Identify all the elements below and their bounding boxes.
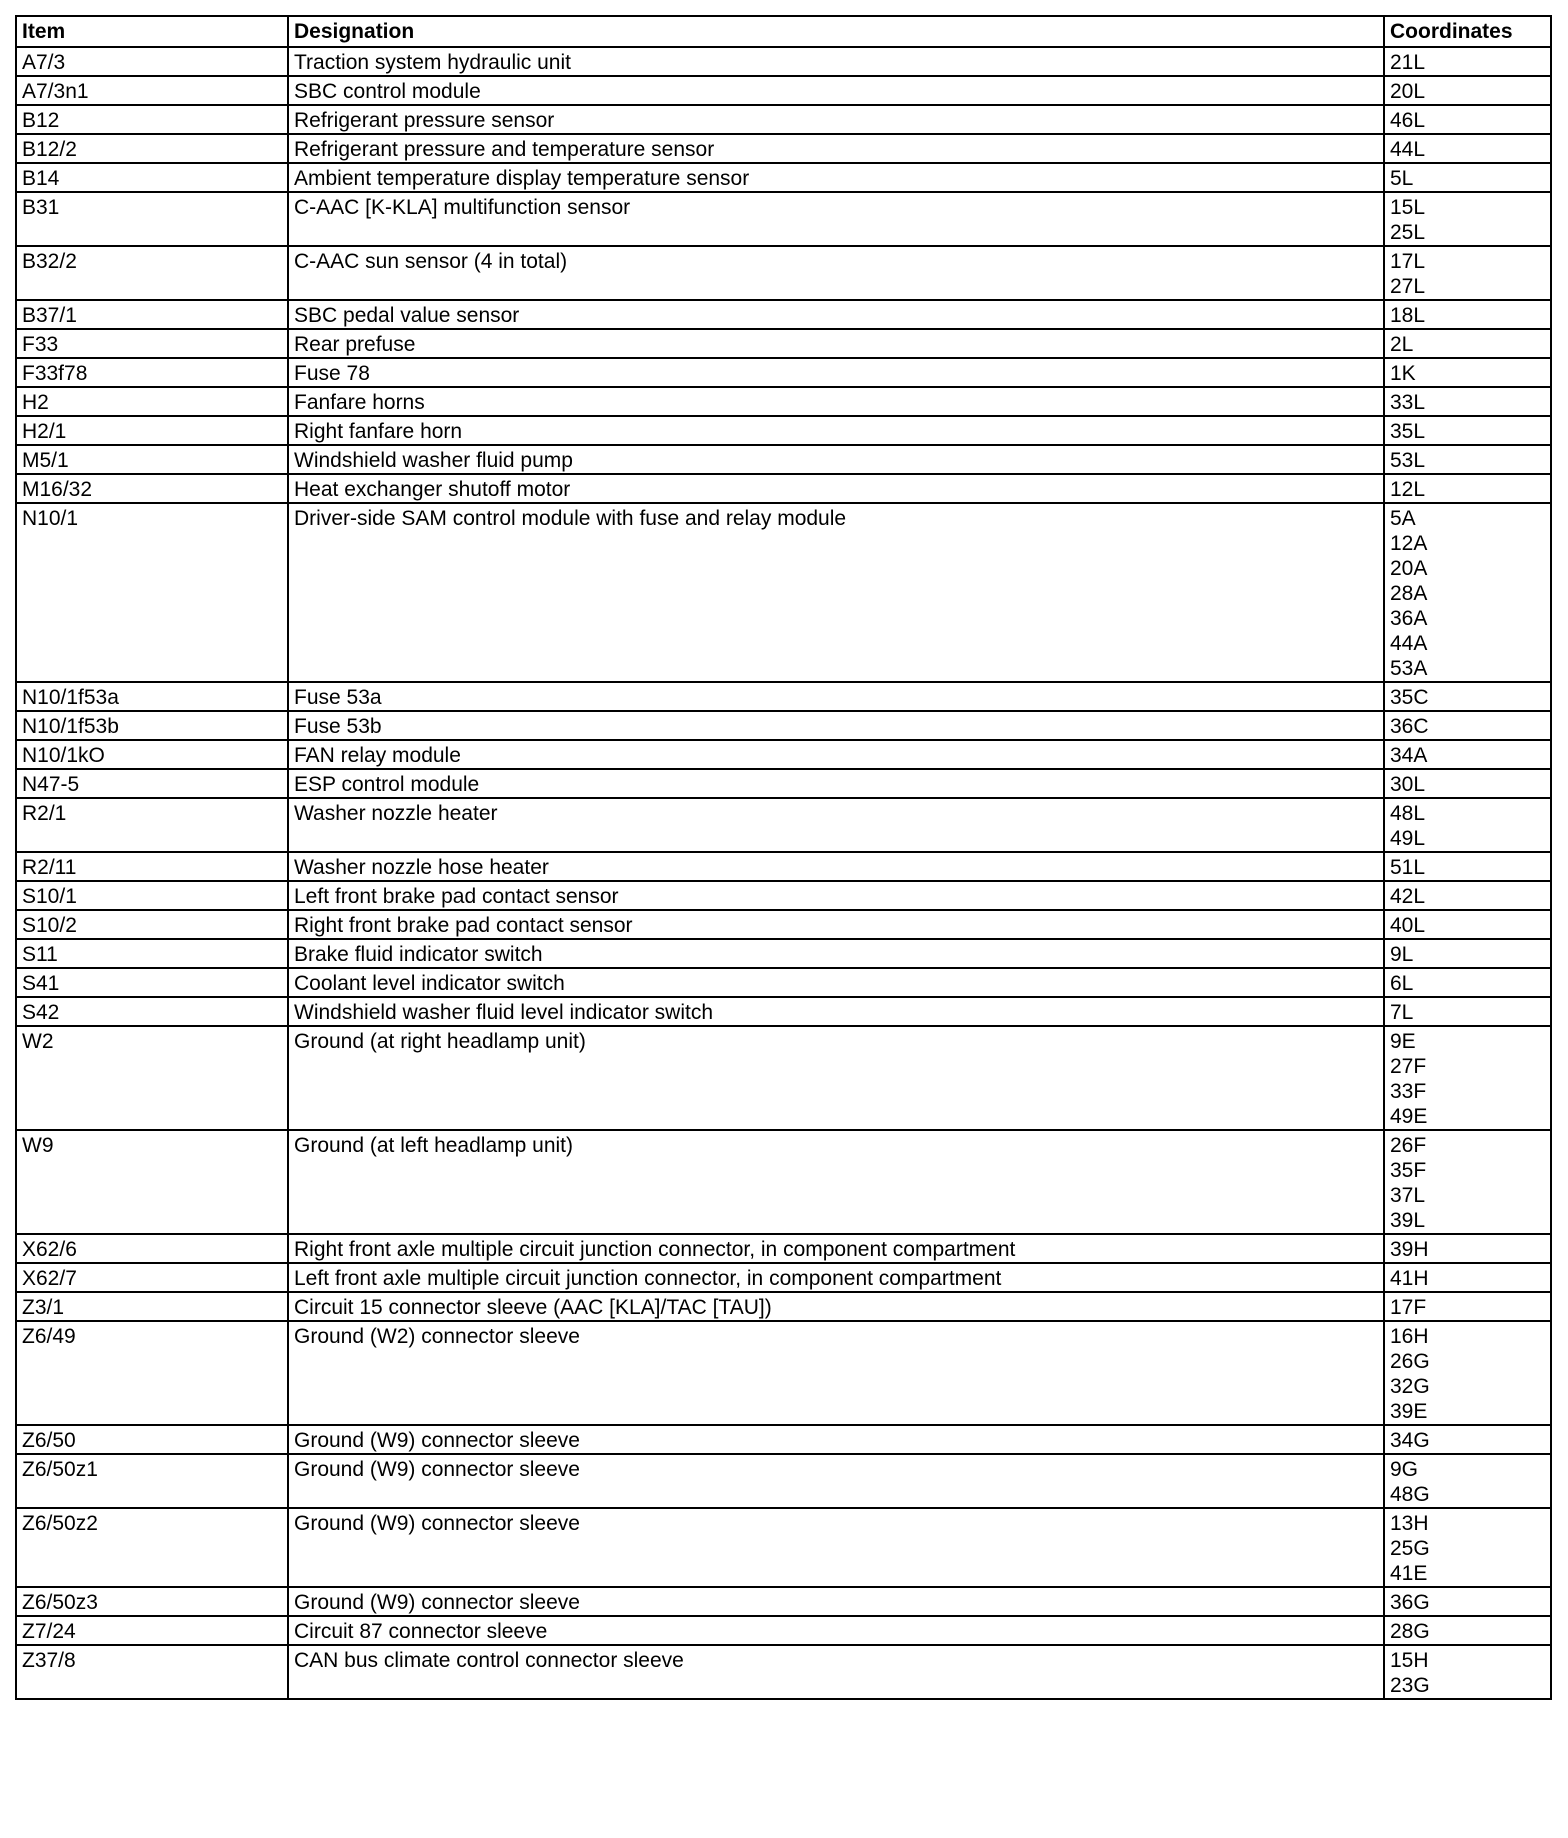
item-cell: N10/1kO [16, 740, 288, 769]
item-cell: F33f78 [16, 358, 288, 387]
column-header-item: Item [16, 16, 288, 47]
coordinate-value: 1K [1390, 362, 1416, 385]
item-cell: S42 [16, 997, 288, 1026]
item-cell: X62/7 [16, 1263, 288, 1292]
designation-cell: Left front axle multiple circuit junction connector, in component compartment [288, 1263, 1384, 1292]
coordinate-value: 25G [1390, 1537, 1430, 1560]
designation-cell: Circuit 15 connector sleeve (AAC [KLA]/TAC [TAU]) [288, 1292, 1384, 1321]
designation-cell: CAN bus climate control connector sleeve [288, 1645, 1384, 1699]
coordinate-value: 44A [1390, 632, 1428, 655]
designation-cell: Fanfare horns [288, 387, 1384, 416]
coordinate-value: 41H [1390, 1267, 1429, 1290]
item-cell: A7/3 [16, 47, 288, 76]
table-row [16, 1026, 1551, 1130]
table-header-row [16, 16, 1551, 47]
designation-cell: Coolant level indicator switch [288, 968, 1384, 997]
table-row [16, 1645, 1551, 1699]
table-row [16, 474, 1551, 503]
coordinates-cell [1384, 387, 1551, 416]
table-row [16, 246, 1551, 300]
table-row [16, 387, 1551, 416]
table-row [16, 1263, 1551, 1292]
column-header-designation: Designation [288, 16, 1384, 47]
coordinates-cell [1384, 711, 1551, 740]
item-cell: S10/1 [16, 881, 288, 910]
coordinate-value: 5L [1390, 167, 1414, 190]
coordinates-cell [1384, 852, 1551, 881]
table-row [16, 1321, 1551, 1425]
item-cell: F33 [16, 329, 288, 358]
coordinates-cell [1384, 769, 1551, 798]
designation-cell: Washer nozzle hose heater [288, 852, 1384, 881]
table-row [16, 47, 1551, 76]
coordinates-cell [1384, 798, 1551, 852]
coordinate-value: 13H [1390, 1512, 1429, 1535]
coordinate-value: 28G [1390, 1620, 1430, 1643]
coordinate-value: 35C [1390, 686, 1429, 709]
coordinates-cell [1384, 1234, 1551, 1263]
designation-cell: ESP control module [288, 769, 1384, 798]
item-cell: S11 [16, 939, 288, 968]
table-row [16, 76, 1551, 105]
coordinates-cell [1384, 246, 1551, 300]
coordinate-value: 36G [1390, 1591, 1430, 1614]
designation-cell: Refrigerant pressure and temperature sensor [288, 134, 1384, 163]
coordinate-value: 32G [1390, 1375, 1430, 1398]
item-cell: Z6/50 [16, 1425, 288, 1454]
table-row [16, 358, 1551, 387]
item-cell: R2/1 [16, 798, 288, 852]
designation-cell: Ground (W9) connector sleeve [288, 1508, 1384, 1587]
designation-cell: Ground (at right headlamp unit) [288, 1026, 1384, 1130]
coordinates-cell [1384, 910, 1551, 939]
table-body [16, 47, 1551, 1699]
coordinates-cell [1384, 76, 1551, 105]
designation-cell: SBC pedal value sensor [288, 300, 1384, 329]
coordinate-value: 25L [1390, 221, 1426, 244]
coordinates-cell [1384, 939, 1551, 968]
item-cell: Z6/50z3 [16, 1587, 288, 1616]
coordinate-value: 9E [1390, 1030, 1416, 1053]
coordinates-cell [1384, 445, 1551, 474]
designation-cell: Windshield washer fluid level indicator switch [288, 997, 1384, 1026]
coordinate-value: 17F [1390, 1296, 1427, 1319]
coordinate-value: 26G [1390, 1350, 1430, 1373]
coordinate-value: 36A [1390, 607, 1428, 630]
coordinate-value: 34A [1390, 744, 1428, 767]
column-header-coordinates: Coordinates [1384, 16, 1551, 47]
item-cell: B37/1 [16, 300, 288, 329]
designation-cell: Circuit 87 connector sleeve [288, 1616, 1384, 1645]
designation-cell: Fuse 53b [288, 711, 1384, 740]
coordinate-value: 9G [1390, 1458, 1419, 1481]
table-row [16, 1616, 1551, 1645]
coordinates-cell [1384, 1587, 1551, 1616]
designation-cell: C-AAC sun sensor (4 in total) [288, 246, 1384, 300]
coordinate-value: 15H [1390, 1649, 1429, 1672]
designation-cell: Ground (W9) connector sleeve [288, 1587, 1384, 1616]
item-cell: M16/32 [16, 474, 288, 503]
coordinate-value: 41E [1390, 1562, 1428, 1585]
table-row [16, 881, 1551, 910]
designation-cell: Fuse 53a [288, 682, 1384, 711]
coordinate-value: 33F [1390, 1080, 1427, 1103]
coordinate-value: 18L [1390, 304, 1426, 327]
designation-cell: Ambient temperature display temperature sensor [288, 163, 1384, 192]
designation-cell: Fuse 78 [288, 358, 1384, 387]
item-cell: S10/2 [16, 910, 288, 939]
coordinate-value: 39E [1390, 1400, 1428, 1423]
coordinate-value: 42L [1390, 885, 1426, 908]
item-cell: M5/1 [16, 445, 288, 474]
designation-cell: Right front brake pad contact sensor [288, 910, 1384, 939]
item-cell: Z7/24 [16, 1616, 288, 1645]
item-cell: Z6/49 [16, 1321, 288, 1425]
table-row [16, 416, 1551, 445]
designation-cell: Traction system hydraulic unit [288, 47, 1384, 76]
coordinates-cell [1384, 682, 1551, 711]
coordinate-value: 35F [1390, 1159, 1427, 1182]
coordinate-value: 49L [1390, 827, 1426, 850]
coordinate-value: 30L [1390, 773, 1426, 796]
table-row [16, 910, 1551, 939]
coordinates-cell [1384, 1026, 1551, 1130]
coordinate-value: 35L [1390, 420, 1426, 443]
coordinate-value: 36C [1390, 715, 1429, 738]
coordinate-value: 2L [1390, 333, 1414, 356]
table-row [16, 939, 1551, 968]
item-cell: Z6/50z1 [16, 1454, 288, 1508]
table-row [16, 1508, 1551, 1587]
coordinates-cell [1384, 1425, 1551, 1454]
coordinate-value: 27F [1390, 1055, 1427, 1078]
coordinate-value: 21L [1390, 51, 1426, 74]
designation-cell: Refrigerant pressure sensor [288, 105, 1384, 134]
designation-cell: Right front axle multiple circuit junction connector, in component compartment [288, 1234, 1384, 1263]
coordinate-value: 5A [1390, 507, 1416, 530]
item-cell: X62/6 [16, 1234, 288, 1263]
coordinates-cell [1384, 1616, 1551, 1645]
table-row [16, 503, 1551, 682]
coordinate-value: 37L [1390, 1184, 1426, 1207]
item-cell: Z3/1 [16, 1292, 288, 1321]
coordinates-cell [1384, 416, 1551, 445]
coordinates-cell [1384, 300, 1551, 329]
coordinate-value: 17L [1390, 250, 1426, 273]
coordinate-value: 51L [1390, 856, 1426, 879]
coordinates-cell [1384, 105, 1551, 134]
item-cell: Z37/8 [16, 1645, 288, 1699]
item-cell: Z6/50z2 [16, 1508, 288, 1587]
item-cell: B32/2 [16, 246, 288, 300]
coordinates-cell [1384, 881, 1551, 910]
coordinate-value: 33L [1390, 391, 1426, 414]
coordinate-value: 53A [1390, 657, 1428, 680]
coordinate-value: 40L [1390, 914, 1426, 937]
designation-cell: Heat exchanger shutoff motor [288, 474, 1384, 503]
coordinates-cell [1384, 740, 1551, 769]
coordinates-cell [1384, 192, 1551, 246]
table-row [16, 1425, 1551, 1454]
coordinates-cell [1384, 1130, 1551, 1234]
item-cell: B31 [16, 192, 288, 246]
coordinate-value: 9L [1390, 943, 1414, 966]
coordinate-value: 12A [1390, 532, 1428, 555]
designation-cell: Ground (at left headlamp unit) [288, 1130, 1384, 1234]
table-row [16, 997, 1551, 1026]
coordinates-cell [1384, 997, 1551, 1026]
designation-cell: Right fanfare horn [288, 416, 1384, 445]
coordinates-cell [1384, 1263, 1551, 1292]
designation-cell: Rear prefuse [288, 329, 1384, 358]
coordinate-value: 20A [1390, 557, 1428, 580]
table-row [16, 445, 1551, 474]
designation-cell: C-AAC [K-KLA] multifunction sensor [288, 192, 1384, 246]
item-cell: H2/1 [16, 416, 288, 445]
table-row [16, 769, 1551, 798]
coordinate-value: 48L [1390, 802, 1426, 825]
coordinate-value: 7L [1390, 1001, 1414, 1024]
coordinate-value: 26F [1390, 1134, 1427, 1157]
coordinates-cell [1384, 474, 1551, 503]
coordinate-value: 39L [1390, 1209, 1426, 1232]
coordinates-cell [1384, 163, 1551, 192]
coordinate-value: 6L [1390, 972, 1414, 995]
table-row [16, 105, 1551, 134]
table-row [16, 740, 1551, 769]
coordinate-value: 44L [1390, 138, 1426, 161]
table-row [16, 968, 1551, 997]
item-cell: R2/11 [16, 852, 288, 881]
item-cell: B12 [16, 105, 288, 134]
coordinates-cell [1384, 968, 1551, 997]
item-cell: W9 [16, 1130, 288, 1234]
coordinate-value: 16H [1390, 1325, 1429, 1348]
component-legend-table [15, 15, 1552, 1700]
coordinate-value: 27L [1390, 275, 1426, 298]
coordinate-value: 20L [1390, 80, 1426, 103]
table-row [16, 1130, 1551, 1234]
table-row [16, 163, 1551, 192]
coordinate-value: 53L [1390, 449, 1426, 472]
table-row [16, 300, 1551, 329]
coordinate-value: 39H [1390, 1238, 1429, 1261]
coordinate-value: 28A [1390, 582, 1428, 605]
table-row [16, 711, 1551, 740]
coordinates-cell [1384, 1508, 1551, 1587]
designation-cell: Driver-side SAM control module with fuse and relay module [288, 503, 1384, 682]
designation-cell: Windshield washer fluid pump [288, 445, 1384, 474]
designation-cell: FAN relay module [288, 740, 1384, 769]
coordinate-value: 12L [1390, 478, 1426, 501]
table-row [16, 798, 1551, 852]
item-cell: N10/1f53a [16, 682, 288, 711]
coordinate-value: 15L [1390, 196, 1426, 219]
table-row [16, 1292, 1551, 1321]
designation-cell: Washer nozzle heater [288, 798, 1384, 852]
coordinate-value: 34G [1390, 1429, 1430, 1452]
coordinates-cell [1384, 134, 1551, 163]
coordinates-cell [1384, 1292, 1551, 1321]
item-cell: S41 [16, 968, 288, 997]
coordinate-value: 23G [1390, 1674, 1430, 1697]
designation-cell: SBC control module [288, 76, 1384, 105]
item-cell: W2 [16, 1026, 288, 1130]
coordinates-cell [1384, 358, 1551, 387]
table-row [16, 852, 1551, 881]
designation-cell: Brake fluid indicator switch [288, 939, 1384, 968]
item-cell: A7/3n1 [16, 76, 288, 105]
item-cell: N47-5 [16, 769, 288, 798]
item-cell: N10/1f53b [16, 711, 288, 740]
table-row [16, 1454, 1551, 1508]
table-row [16, 329, 1551, 358]
coordinates-cell [1384, 329, 1551, 358]
designation-cell: Ground (W9) connector sleeve [288, 1454, 1384, 1508]
coordinate-value: 49E [1390, 1105, 1428, 1128]
coordinates-cell [1384, 47, 1551, 76]
designation-cell: Ground (W9) connector sleeve [288, 1425, 1384, 1454]
coordinates-cell [1384, 1645, 1551, 1699]
coordinates-cell [1384, 503, 1551, 682]
table-row [16, 134, 1551, 163]
designation-cell: Ground (W2) connector sleeve [288, 1321, 1384, 1425]
table-row [16, 1587, 1551, 1616]
table-row [16, 1234, 1551, 1263]
item-cell: B12/2 [16, 134, 288, 163]
coordinate-value: 46L [1390, 109, 1426, 132]
item-cell: B14 [16, 163, 288, 192]
item-cell: N10/1 [16, 503, 288, 682]
table-row [16, 682, 1551, 711]
coordinate-value: 48G [1390, 1483, 1430, 1506]
item-cell: H2 [16, 387, 288, 416]
table-row [16, 192, 1551, 246]
designation-cell: Left front brake pad contact sensor [288, 881, 1384, 910]
coordinates-cell [1384, 1454, 1551, 1508]
coordinates-cell [1384, 1321, 1551, 1425]
